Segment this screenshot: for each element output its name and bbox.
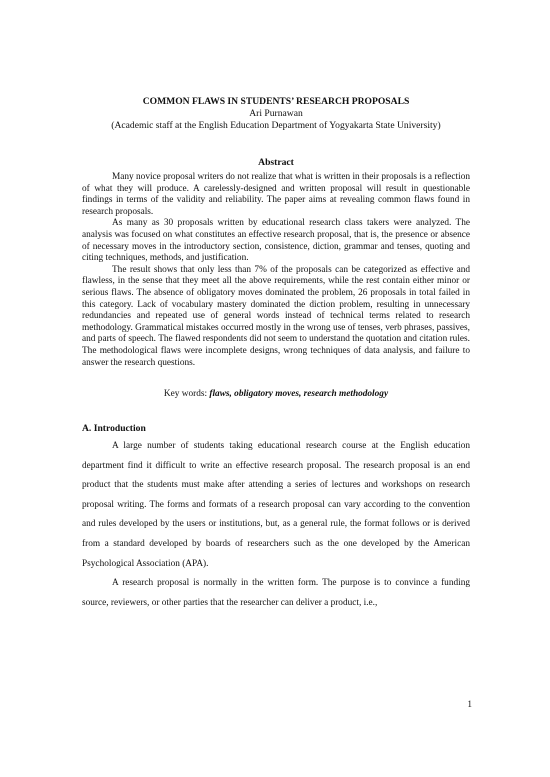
- abstract-heading: Abstract: [258, 157, 294, 168]
- page-number: 1: [467, 700, 472, 710]
- introduction-body: [82, 437, 470, 613]
- abstract-paragraph: Many novice proposal writers do not realize that what is written in their proposals is a reflection of what they will produce. A carelessly-designed and written proposal will result in questionable findings in terms of the validity and reliability. The paper aims at revealing common flaws found in research proposals.: [82, 172, 470, 217]
- title-block: [82, 96, 470, 132]
- paper-title: COMMON FLAWS IN STUDENTS’ RESEARCH PROPOSALS: [142, 96, 410, 107]
- body-paragraph: A research proposal is normally in the written form. The purpose is to convince a funding source, reviewers, or other parties that the researcher can deliver a product, i.e.,: [82, 578, 470, 608]
- author-affiliation: (Academic staff at the English Education Department of Yogyakarta State University): [111, 120, 441, 131]
- keywords-line: [82, 388, 470, 400]
- keywords-terms: flaws, obligatory moves, research methodology: [209, 389, 389, 400]
- abstract-body: [82, 172, 470, 369]
- author-name: Ari Purnawan: [249, 108, 303, 119]
- section-heading-introduction: A. Introduction: [82, 423, 146, 435]
- keywords-label: Key words:: [163, 389, 210, 400]
- abstract-paragraph: The result shows that only less than 7% of the proposals can be categorized as effective and flawless, in the sense that they meet all the above requirements, while the rest contain either minor or serious flaws. The absence of obligatory moves dominated the problem, 26 proposals in total failed in this category. Lack of vocabulary mastery dominated the diction problem, resulting in unnecessary redundancies and repeated use of general words instead of technical terms related to research methodology. Grammatical mistakes occurred mostly in the wrong use of tenses, verb phrases, passives, and parts of speech. The flawed respondents did not seem to understand the quotation and citation rules. The methodological flaws were incomplete designs, wrong techniques of data analysis, and failure to answer the research questions.: [82, 264, 470, 368]
- body-paragraph: A large number of students taking educational research course at the English education department find it difficult to write an effective research proposal. The research proposal is an end product that the students must make after attending a series of lectures and workshops on research proposal writing. The forms and formats of a research proposal can vary according to the convention and rules developed by the users or institutions, but, as a general rule, the format follows or is derived from a standard developed by boards of researchers such as the one developed by the American Psychological Association (APA).: [82, 441, 470, 569]
- paper-page: [82, 96, 470, 613]
- abstract-paragraph: As many as 30 proposals written by educational research class takers were analyzed. The analysis was focused on what constitutes an effective research proposal, that is, the presence or absence of necessary moves in the introductory section, consistence, diction, grammar and tenses, quoting and citing techniques, methods, and justification.: [82, 218, 470, 264]
